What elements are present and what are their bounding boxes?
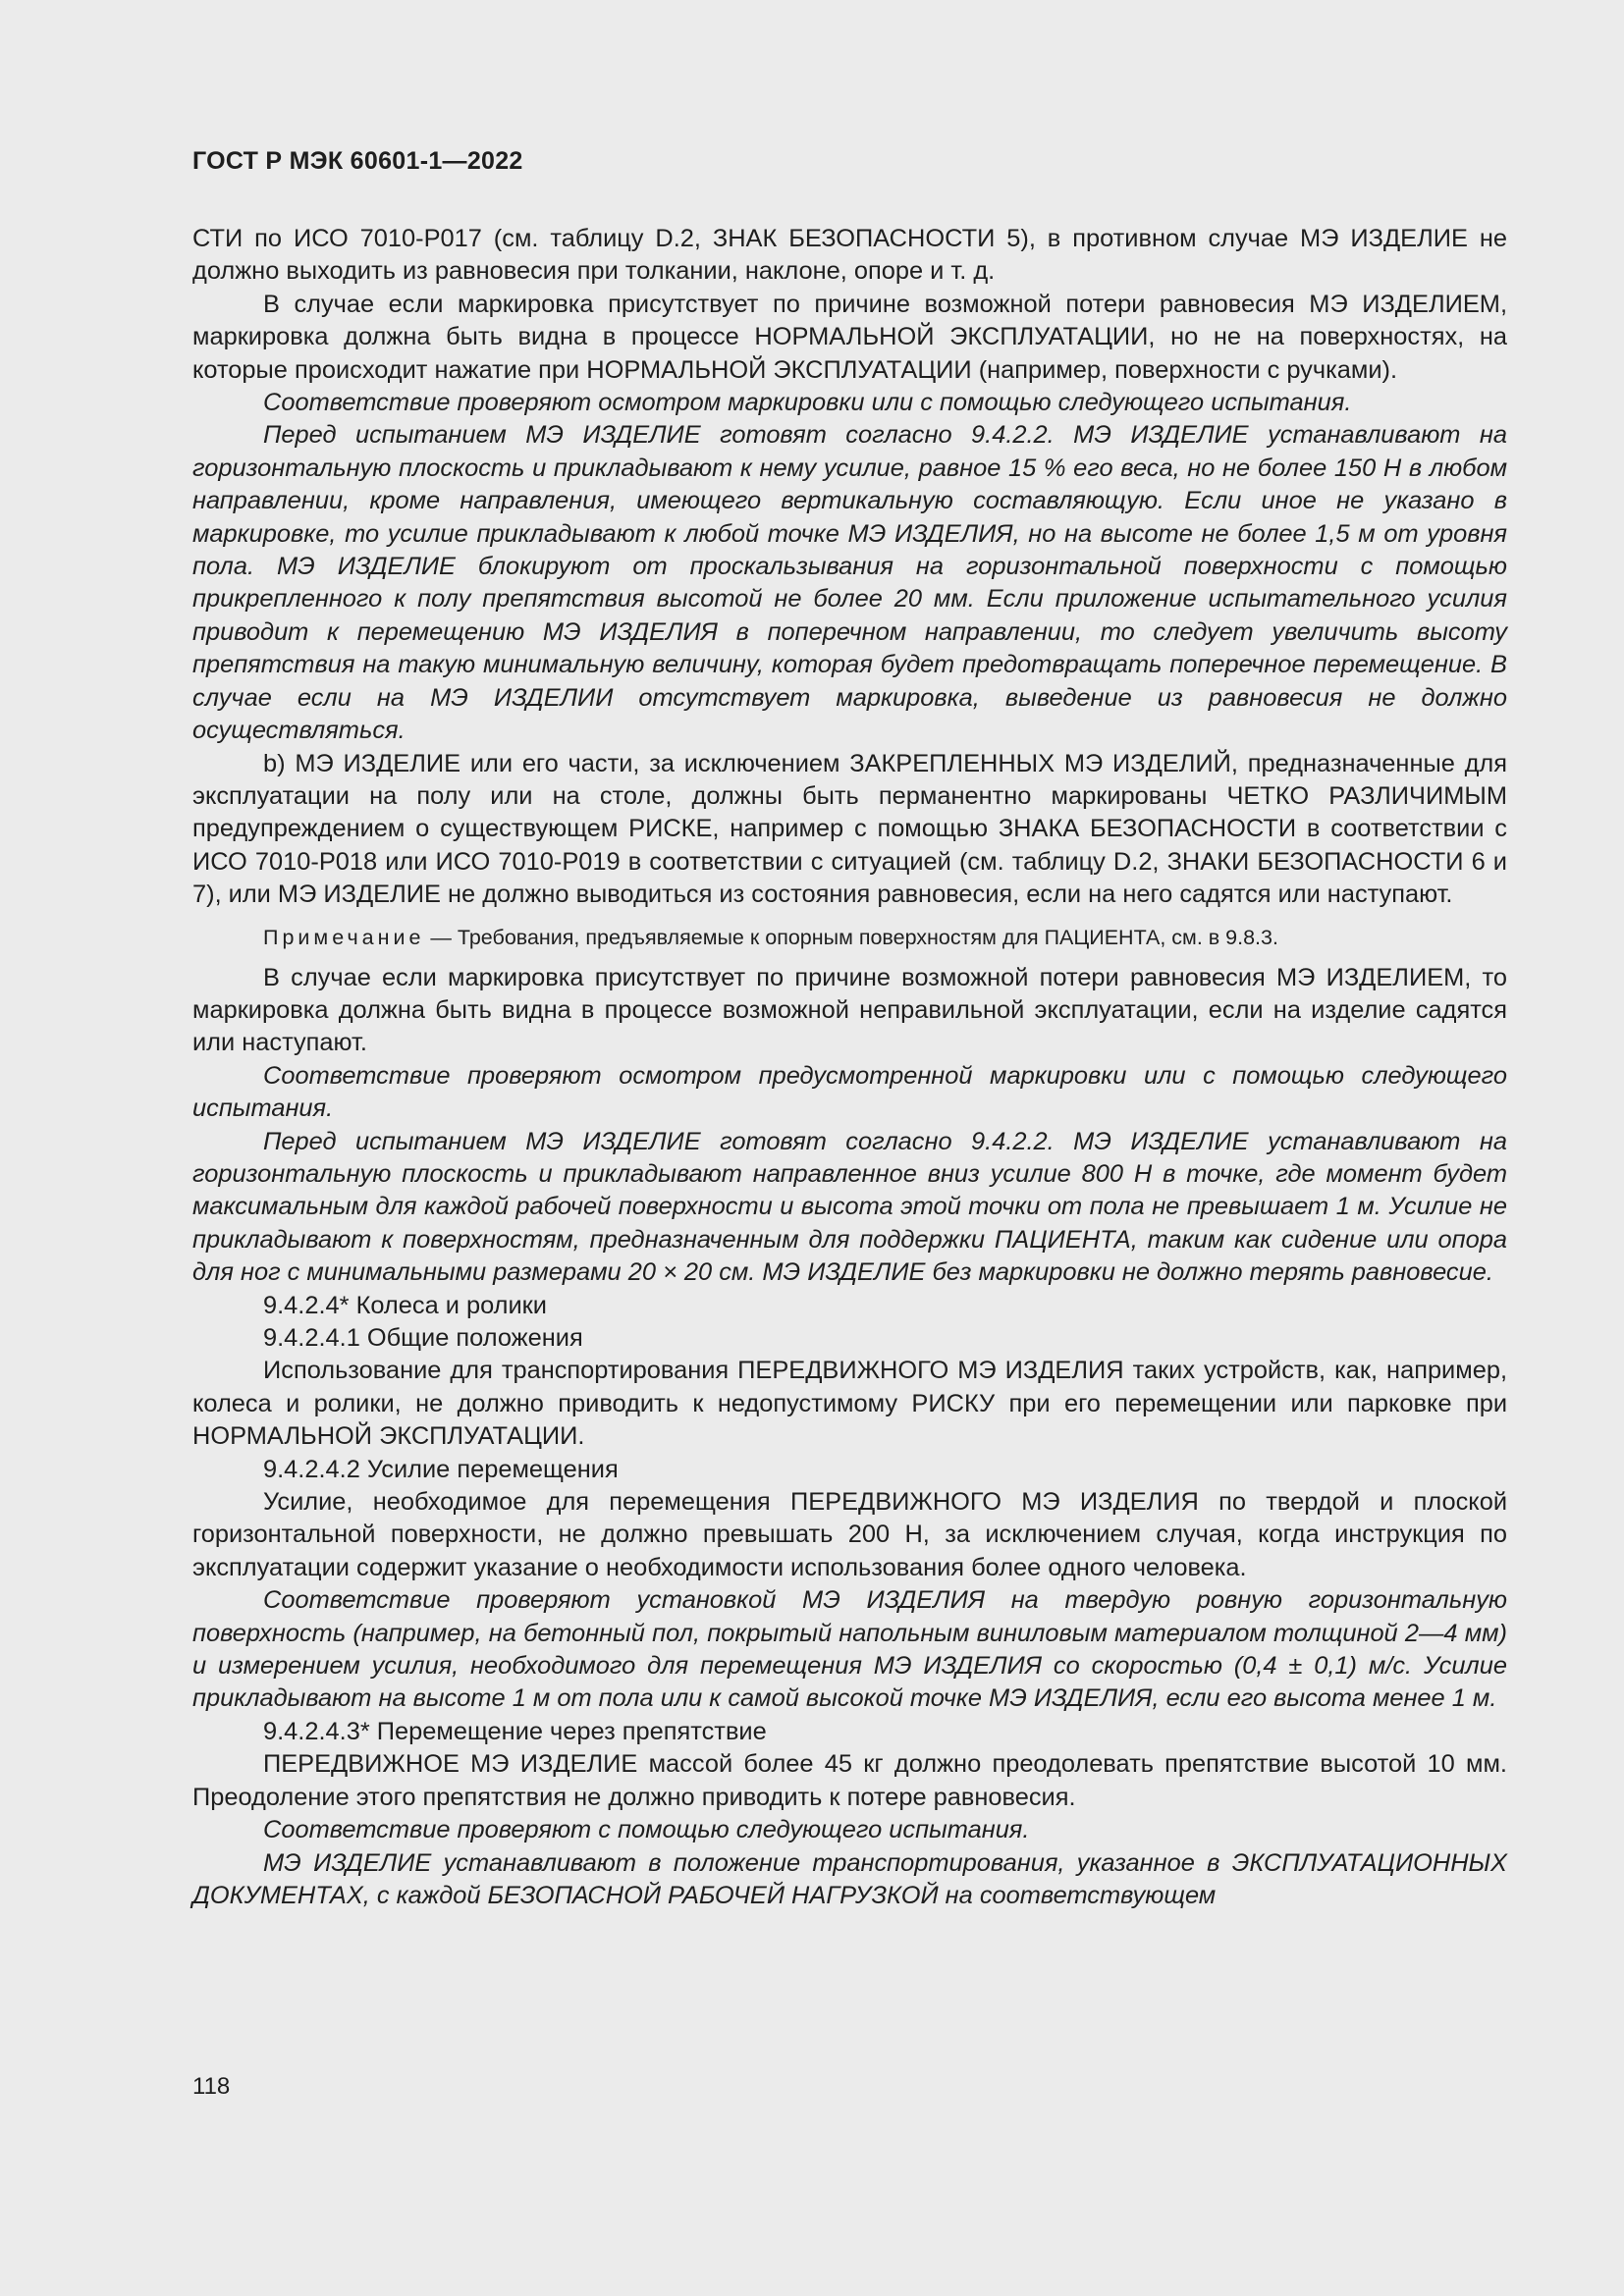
compliance-paragraph: Соответствие проверяют осмотром предусмотренной маркировки или с помощью следующего испытания. — [192, 1061, 1507, 1123]
compliance-paragraph: Соответствие проверяют осмотром маркировки или с помощью следующего испытания. — [263, 389, 1352, 417]
note-text: — Требования, предъявляемые к опорным поверхностям для ПАЦИЕНТА, см. в 9.8.3. — [424, 925, 1278, 949]
section-heading: 9.4.2.4.3* Перемещение через препятствие — [263, 1717, 767, 1745]
compliance-paragraph: Соответствие проверяют установкой МЭ ИЗДЕЛИЯ на твердую ровную горизонтальную поверхность (например, на бетонный пол, покрытый напольным виниловым материалом толщиной 2—4 мм) и измерением усилия, необходимого для перемещения МЭ ИЗДЕЛИЯ со скоростью (0,4 ± 0,1) м/с. Усилие прикладывают на высоте 1 м от пола или к самой высокой точке МЭ ИЗДЕЛИЯ, если его высота менее 1 м. — [192, 1586, 1507, 1713]
paragraph: Использование для транспортирования ПЕРЕДВИЖНОГО МЭ ИЗДЕЛИЯ таких устройств, как, например, колеса и ролики, не должно приводить к недопустимому РИСКУ при его перемещении или парковке при НОРМАЛЬНОЙ ЭКСПЛУАТАЦИИ. — [192, 1357, 1507, 1451]
paragraph: ПЕРЕДВИЖНОЕ МЭ ИЗДЕЛИЕ массой более 45 кг должно преодолевать препятствие высотой 10 мм. Преодоление этого препятствия не должно приводить к потере равновесия. — [192, 1750, 1507, 1811]
test-paragraph: МЭ ИЗДЕЛИЕ устанавливают в положение транспортирования, указанное в ЭКСПЛУАТАЦИОННЫХ ДОКУМЕНТАХ, с каждой БЕЗОПАСНОЙ РАБОЧЕЙ НАГРУЗКОЙ на соответствующем — [192, 1848, 1507, 1909]
note — [192, 923, 1507, 952]
paragraph: СТИ по ИСО 7010-P017 (см. таблицу D.2, ЗНАК БЕЗОПАСНОСТИ 5), в противном случае МЭ ИЗДЕЛИЕ не должно выходить из равновесия при толкании, наклоне, опоре и т. д. — [192, 225, 1507, 286]
section-heading: 9.4.2.4.2 Усилие перемещения — [263, 1455, 619, 1483]
paragraph: В случае если маркировка присутствует по причине возможной потери равновесия МЭ ИЗДЕЛИЕМ, маркировка должна быть видна в процессе НОРМАЛЬНОЙ ЭКСПЛУАТАЦИИ, но не на поверхностях, на которые происходит нажатие при НОРМАЛЬНОЙ ЭКСПЛУАТАЦИИ (например, поверхности с ручками). — [192, 290, 1507, 384]
list-item-b: b) МЭ ИЗДЕЛИЕ или его части, за исключением ЗАКРЕПЛЕННЫХ МЭ ИЗДЕЛИЙ, предназначенные для эксплуатации на полу или на столе, должны быть перманентно маркированы ЧЕТКО РАЗЛИЧИМЫМ предупреждением о существующем РИСКЕ, например с помощью ЗНАКА БЕЗОПАСНОСТИ в соответствии с ИСО 7010-P018 или ИСО 7010-P019 в соответствии с ситуацией (см. таблицу D.2, ЗНАКИ БЕЗОПАСНОСТИ 6 и 7), или МЭ ИЗДЕЛИЕ не должно выводиться из состояния равновесия, если на него садятся или наступают. — [192, 749, 1507, 909]
section-heading: 9.4.2.4* Колеса и ролики — [263, 1291, 547, 1319]
page-number: 118 — [192, 2073, 231, 2100]
paragraph: Усилие, необходимое для перемещения ПЕРЕДВИЖНОГО МЭ ИЗДЕЛИЯ по твердой и плоской горизонтальной поверхности, не должно превышать 200 Н, за исключением случая, когда инструкция по эксплуатации содержит указание о необходимости использования более одного человека. — [192, 1488, 1507, 1581]
compliance-paragraph: Соответствие проверяют с помощью следующего испытания. — [263, 1816, 1030, 1844]
note-label: Примечание — [263, 925, 425, 949]
test-paragraph: Перед испытанием МЭ ИЗДЕЛИЕ готовят согласно 9.4.2.2. МЭ ИЗДЕЛИЕ устанавливают на горизонтальную плоскость и прикладывают направленное вниз усилие 800 Н в точке, где момент будет максимальным для каждой рабочей поверхности и высота этой точки от пола не превышает 1 м. Усилие не прикладывают к поверхностям, предназначенным для поддержки ПАЦИЕНТА, таким как сидение или опора для ног с минимальными размерами 20 × 20 см. МЭ ИЗДЕЛИЕ без маркировки не должно терять равновесие. — [192, 1127, 1507, 1287]
paragraph: В случае если маркировка присутствует по причине возможной потери равновесия МЭ ИЗДЕЛИЕМ, то маркировка должна быть видна в процессе возможной неправильной эксплуатации, если на изделие садятся или наступают. — [192, 963, 1507, 1057]
document-body — [192, 223, 1507, 1912]
test-paragraph: Перед испытанием МЭ ИЗДЕЛИЕ готовят согласно 9.4.2.2. МЭ ИЗДЕЛИЕ устанавливают на горизонтальную плоскость и прикладывают к нему усилие, равное 15 % его веса, но не более 150 Н в любом направлении, кроме направления, имеющего вертикальную составляющую. Если иное не указано в маркировке, то усилие прикладывают к любой точке МЭ ИЗДЕЛИЯ, но на высоте не более 1,5 м от уровня пола. МЭ ИЗДЕЛИЕ блокируют от проскальзывания на горизонтальной поверхности с помощью прикрепленного к полу препятствия высотой не более 20 мм. Если приложение испытательного усилия приводит к перемещению МЭ ИЗДЕЛИЯ в поперечном направлении, то следует увеличить высоту препятствия на такую минимальную величину, которая будет предотвращать поперечное перемещение. В случае если на МЭ ИЗДЕЛИИ отсутствует маркировка, выведение из равновесия не должно осуществляться. — [192, 421, 1507, 745]
section-heading: 9.4.2.4.1 Общие положения — [263, 1324, 583, 1352]
document-header: ГОСТ Р МЭК 60601-1—2022 — [192, 147, 523, 175]
